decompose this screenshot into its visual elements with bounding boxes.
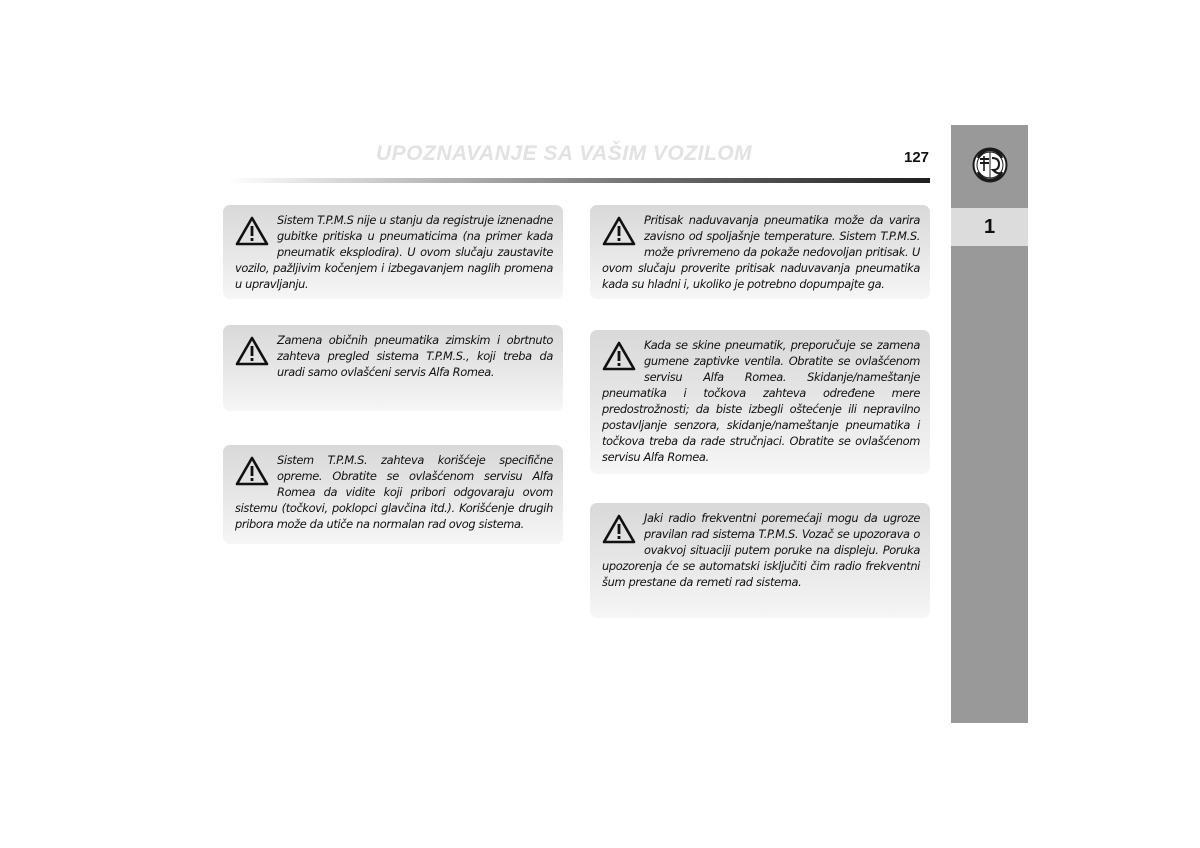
alfa-romeo-logo-icon — [951, 145, 1028, 185]
warning-box-temperature-pressure — [590, 205, 930, 299]
warning-triangle-icon — [235, 336, 271, 368]
warning-triangle-icon — [602, 341, 638, 373]
chapter-side-tab — [951, 125, 1028, 723]
warning-triangle-icon — [235, 216, 271, 248]
chapter-number: 1 — [983, 215, 996, 238]
warning-text: Jaki radio frekventni poremećaji mogu da ugroze pravilan rad sistema T.P.M.S. Vozač se upozorava o ovakvoj situaciji putem poruke na displeju. Poruka upozorenja će se automatski isključiti čim radio frekventni šum prestane da remeti rad sistema. — [602, 511, 920, 589]
warning-triangle-icon — [602, 216, 638, 248]
warning-box-sensor-limitation — [223, 205, 563, 299]
header-divider — [226, 178, 930, 183]
warning-triangle-icon — [602, 514, 638, 546]
warning-text: Sistem T.P.M.S. zahteva korišćeje specifične opreme. Obratite se ovlašćenom servisu Alfa Romea da vidite koji pribori odgovaraju ovom sistemu (točkovi, poklopci glavčina itd.). Korišćenje drugih pribora može da utiče na normalan rad ovog sistema. — [235, 453, 553, 531]
warning-box-tyre-removal — [590, 330, 930, 474]
page-number: 127 — [904, 149, 930, 166]
warning-box-winter-tyres — [223, 325, 563, 411]
chapter-indicator — [951, 208, 1028, 246]
warning-text: Zamena običnih pneumatika zimskim i obrtnuto zahteva pregled sistema T.P.M.S., koji treba da uradi samo ovlašćeni servis Alfa Romea. — [277, 333, 553, 379]
warning-triangle-icon — [235, 456, 271, 488]
warning-box-radio-interference — [590, 503, 930, 618]
warning-text: Pritisak naduvavanja pneumatika može da varira zavisno od spoljašnje temperature. Sistem T.P.M.S. može privremeno da pokaže nedovoljan pritisak. U ovom slučaju proverite pritisak naduvavanja pneumatika kada su hladni i, ukoliko je potrebno dopumpajte ga. — [602, 213, 920, 291]
warning-text: Kada se skine pneumatik, preporučuje se zamena gumene zaptivke ventila. Obratite se ovlašćenom servisu Alfa Romea. Skidanje/nameštanje pneumatika i točkova zahteva određene mere predostrožnosti; da biste izbegli oštećenje ili nepravilno postavljanje senzora, skidanje/nameštanje pneumatika i točkova treba da rade stručnjaci. Obratite se ovlašćenom servisu Alfa Romea. — [602, 338, 920, 464]
warning-box-specific-equipment — [223, 445, 563, 544]
page-header-title: UPOZNAVANJE SA VAŠIM VOZILOM — [376, 142, 753, 165]
warning-text: Sistem T.P.M.S nije u stanju da registruje iznenadne gubitke pritiska u pneumaticima (na primer kada pneumatik eksplodira). U ovom slučaju zaustavite vozilo, pažljivim kočenjem i izbegavanjem naglih promena u upravljanju. — [235, 213, 553, 291]
